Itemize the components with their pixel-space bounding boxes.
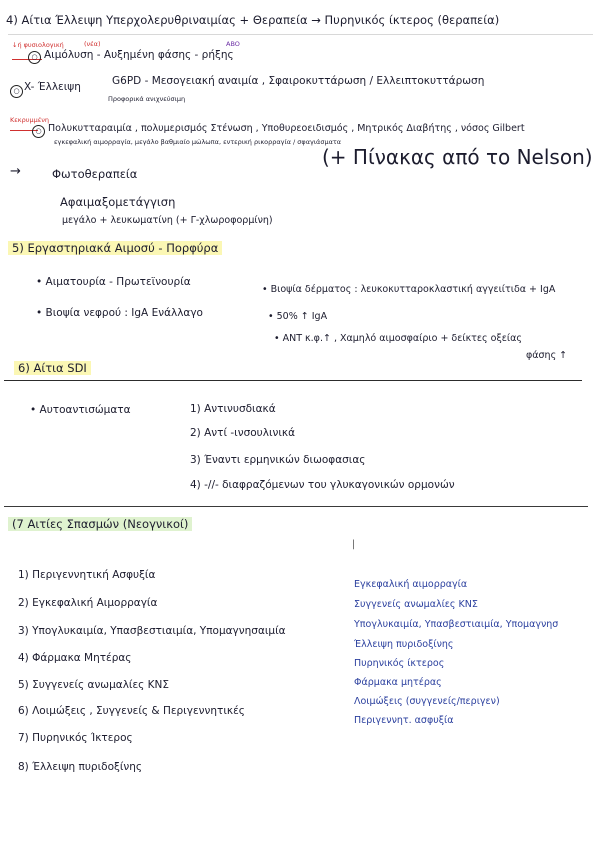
seizure-cause-5: 5) Συγγενείς ανωμαλίες ΚΝΣ [18,679,170,691]
lab-item-5b: φάσης ↑ [526,350,568,361]
bullet-circle-3: ○ [32,125,45,138]
section-5-title: 5) Εργαστηριακά Αιμοσύ - Πορφύρα [8,242,222,255]
lab-item-3: • Βιοψία δέρματος : λευκοκυτταροκλαστική αγγειίτιδα + IgA [262,284,556,295]
side-note-8: Περιγεννητ. ασφυξία [354,715,454,726]
abo-sup: ABO [226,40,240,48]
sdi-cause-2: 2) Αντί -ινσουλινικά [190,427,296,439]
lab-item-4: • 50% ↑ IgA [268,311,328,322]
seizure-cause-6: 6) Λοιμώξεις , Συγγενείς & Περιγεννητικές [18,705,245,717]
note-red-3: Κεκρυμμένη [10,116,50,124]
sdi-cause-4: 4) -//- διαφραζόμενων του γλυκαγονικών ορμονών [190,479,455,491]
section-7-divider [4,506,588,507]
cause-hemolysis: Αιμόλυση - Αυξημένη φάσης - ρήξης [44,49,234,61]
side-note-2: Συγγενείς ανωμαλίες ΚΝΣ [354,599,478,610]
seizure-cause-2: 2) Εγκεφαλική Αιμορραγία [18,597,158,609]
phototherapy: Φωτοθεραπεία [52,167,138,181]
arrow-icon: → [10,164,21,179]
nelson-note: (+ Πίνακας από το Nelson) [322,145,593,169]
note-red-2: (νέα) [84,40,101,48]
side-note-4: Έλλειψη πυριδοξίνης [354,639,454,650]
lab-item-1: • Αιματουρία - Πρωτεϊνουρία [36,276,191,288]
section-6-title: 6) Αίτια SDI [14,362,91,375]
side-note-7: Λοιμώξεις (συγγενείς/περιγεν) [354,696,500,707]
bullet-circle-2: ○ [10,85,23,98]
g6pd-label: X- Έλλειψη [24,81,81,93]
exchange-sub: μεγάλο + λευκωματίνη (+ Γ-χλωροφορμίνη) [62,215,273,226]
sdi-cause-1: 1) Αντινυσδιακά [190,403,276,415]
note-red-1: ↓ή φυσιολογική [12,41,64,49]
seizure-cause-4: 4) Φάρμακα Μητέρας [18,652,132,664]
lab-item-2: • Βιοψία νεφρού : IgA Ενάλλαγο [36,307,203,319]
section-6-underline [4,380,582,381]
title-underline [8,34,593,35]
side-note-5: Πυρηνικός ίκτερος [354,658,445,669]
seizure-cause-8: 8) Έλλειψη πυριδοξίνης [18,761,143,773]
side-note-1: Εγκεφαλική αιμορραγία [354,579,468,590]
autoantibodies: • Αυτοαντισώματα [30,404,131,416]
seizure-cause-7: 7) Πυρηνικός Ίκτερος [18,732,133,744]
bullet-circle-1: ○ [28,51,41,64]
cause-polycythemia: Πολυκυτταραιμία , πολυμερισμός Στένωση , Υποθυρεοειδισμός , Μητρικός Διαβήτης , νόσος Gilbert [48,123,525,134]
section-7-title: (7 Αιτίες Σπασμών (Νεογνικοί) [8,518,192,531]
side-note-3: Υπογλυκαιμία, Υπασβεστιαιμία, Υπομαγνησ [354,619,559,630]
section-4-title: 4) Αίτια Έλλειψη Υπερχολερυθριναιμίας + Θεραπεία → Πυρηνικός ίκτερος (θεραπεία) [6,13,500,27]
seizure-cause-3: 3) Υπογλυκαιμία, Υπασβεστιαιμία, Υπομαγνησαιμία [18,625,286,637]
exchange-transfusion: Αφαιμαξομετάγγιση [60,195,176,209]
g6pd-line: G6PD - Μεσογειακή αναιμία , Σφαιροκυττάρωση / Ελλειπτοκυττάρωση [112,75,485,87]
lab-item-5: • ΑΝΤ κ.φ.↑ , Χαμηλό αιμοσφαίριο + δείκτες οξείας [274,333,522,344]
side-note-6: Φάρμακα μητέρας [354,677,442,688]
seizure-cause-1: 1) Περιγεννητική Ασφυξία [18,569,156,581]
tick-mark: | [352,539,356,550]
cause-sub: εγκεφαλική αιμορραγία, μεγάλο βαθμιαίο μώλωπα, εντερική ρικορραγία / σφαγιάσματα [54,138,342,146]
sdi-cause-3: 3) Έναντι ερμηνικών διωοφασιας [190,454,366,466]
g6pd-sub: Προφορικά ανιχνεύσιμη [108,95,186,103]
